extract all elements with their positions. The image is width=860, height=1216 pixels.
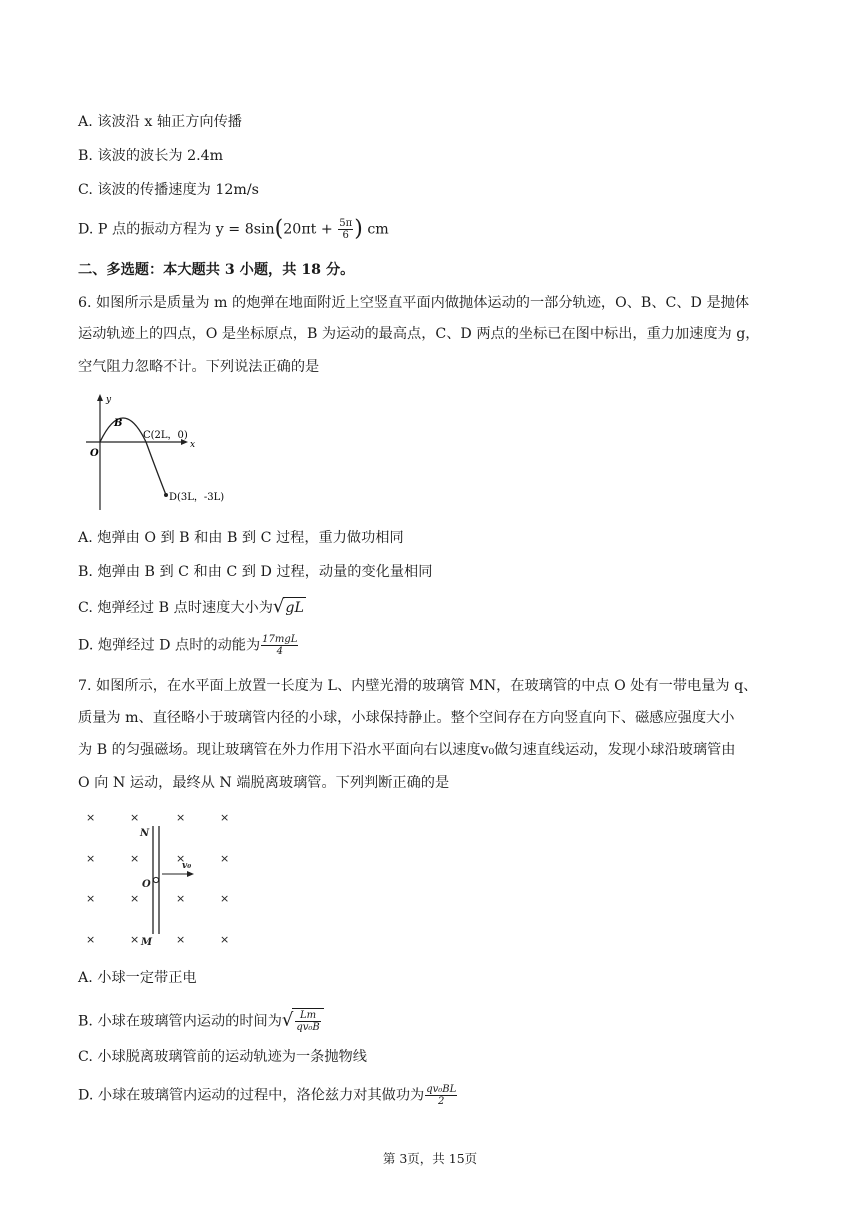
q5-option-c: C. 该波的传播速度为 12m/s: [78, 182, 259, 198]
q7-stem-line-1: 7. 如图所示，在水平面上放置一长度为 L、内壁光滑的玻璃管 MN，在玻璃管的中点 O 处有一带电量为 q、: [78, 678, 758, 694]
field-cross-icon: ×: [220, 811, 230, 824]
ball: [153, 877, 158, 882]
q6-stem-line-2: 运动轨迹上的四点，O 是坐标原点，B 为运动的最高点，C、D 两点的坐标已在图中标出，重力加速度为 g，: [78, 326, 760, 342]
field-cross-icon: ×: [86, 811, 96, 824]
field-cross-icon: ×: [220, 892, 230, 905]
section-heading: 二、多选题：本大题共 3 小题，共 18 分。: [78, 262, 355, 278]
field-cross-icon: ×: [176, 933, 186, 946]
point-d-dot: [164, 493, 168, 497]
sqrt-icon: √: [281, 1009, 294, 1031]
q7-stem-line-3: 为 B 的匀强磁场。现让玻璃管在外力作用下沿水平面向右以速度v₀做匀速直线运动，发现小球沿玻璃管由: [78, 742, 736, 758]
field-cross-icon: ×: [176, 892, 186, 905]
fraction-numerator: 5π: [339, 218, 353, 229]
paren-open: (: [274, 216, 284, 242]
field-cross-icon: ×: [220, 933, 230, 946]
field-cross-icon: ×: [176, 852, 186, 865]
tube-end-n-label: N: [140, 828, 150, 839]
origin-label: O: [90, 448, 99, 459]
q7-option-b-radicand: [292, 1008, 323, 1033]
q6-stem-line-3: 空气阻力忽略不计。下列说法正确的是: [78, 359, 320, 375]
field-cross-icon: ×: [130, 811, 140, 824]
q6-option-b: B. 炮弹由 B 到 C 和由 C 到 D 过程，动量的变化量相同: [78, 564, 433, 580]
paren-close: ): [354, 216, 363, 242]
q6-option-d-fraction: [261, 634, 298, 657]
q6-option-c-prefix: C. 炮弹经过 B 点时速度大小为: [78, 600, 273, 616]
q7-stem-line-2: 质量为 m、直径略小于玻璃管内径的小球，小球保持静止。整个空间存在方向竖直向下、磁感应强度大小: [78, 710, 735, 726]
field-cross-icon: ×: [86, 892, 96, 905]
field-cross-icon: ×: [86, 852, 96, 865]
point-d-label: D(3L，-3L): [169, 492, 225, 503]
q7-option-b: [78, 1008, 324, 1033]
fraction-numerator: 17mgL: [262, 634, 298, 645]
fraction-denominator: 6: [342, 230, 349, 241]
fraction-numerator: qv₀BL: [426, 1084, 457, 1095]
velocity-label: v₀: [182, 861, 192, 871]
q5-option-d-fraction: [338, 218, 353, 241]
q7-stem-line-4: O 向 N 运动，最终从 N 端脱离玻璃管。下列判断正确的是: [78, 775, 450, 791]
fraction-denominator: 4: [276, 646, 283, 657]
q6-option-d: [78, 634, 299, 657]
velocity-arrowhead-icon: [187, 871, 194, 877]
q7-option-b-prefix: B. 小球在玻璃管内运动的时间为: [78, 1013, 282, 1030]
y-axis-arrow-icon: [97, 394, 103, 401]
q5-option-d-inner: 20πt +: [283, 221, 333, 238]
q6-option-d-prefix: D. 炮弹经过 D 点时的动能为: [78, 637, 261, 654]
point-c-label: C(2L，0): [143, 430, 188, 441]
fraction-denominator: qv₀B: [296, 1022, 320, 1033]
fraction-numerator: Lm: [295, 1010, 320, 1022]
q6-trajectory-figure: [84, 392, 244, 514]
field-cross-icon: ×: [130, 933, 140, 946]
tube-end-m-label: M: [141, 937, 153, 948]
q7-option-c: C. 小球脱离玻璃管前的运动轨迹为一条抛物线: [78, 1049, 367, 1065]
q7-option-a: A. 小球一定带正电: [78, 970, 197, 986]
point-b-label: B: [114, 418, 123, 429]
q6-option-c: [78, 597, 306, 618]
tube-midpoint-o-label: O: [142, 879, 151, 890]
sqrt-icon: √: [272, 596, 285, 617]
page-footer: 第 3页，共 15页: [382, 1151, 478, 1166]
q7-option-d-prefix: D. 小球在玻璃管内运动的过程中，洛伦兹力对其做功为: [78, 1087, 425, 1104]
q5-option-d: [78, 218, 389, 241]
field-cross-icon: ×: [176, 811, 186, 824]
q7-magnetic-field-figure: [82, 806, 242, 952]
q7-option-d-fraction: [425, 1084, 457, 1107]
q6-option-c-radicand: gL: [283, 597, 306, 618]
q7-option-b-fraction: [295, 1010, 320, 1033]
q5-option-d-unit: cm: [367, 221, 389, 238]
field-cross-icon: ×: [130, 892, 140, 905]
fraction-denominator: 2: [438, 1096, 445, 1107]
q7-option-d: [78, 1084, 458, 1107]
q6-option-a: A. 炮弹由 O 到 B 和由 B 到 C 过程，重力做功相同: [78, 530, 404, 546]
q5-option-a: A. 该波沿 x 轴正方向传播: [78, 114, 242, 130]
x-axis-label: x: [190, 440, 196, 450]
q6-stem-line-1: 6. 如图所示是质量为 m 的炮弹在地面附近上空竖直平面内做抛体运动的一部分轨迹，O、B、C、D 是抛体: [78, 295, 750, 311]
q5-option-d-prefix: D. P 点的振动方程为 y = 8sin: [78, 221, 275, 238]
y-axis-label: y: [106, 395, 112, 405]
q5-option-b: B. 该波的波长为 2.4m: [78, 148, 224, 164]
field-cross-icon: ×: [220, 852, 230, 865]
field-cross-icon: ×: [86, 933, 96, 946]
field-cross-icon: ×: [130, 852, 140, 865]
